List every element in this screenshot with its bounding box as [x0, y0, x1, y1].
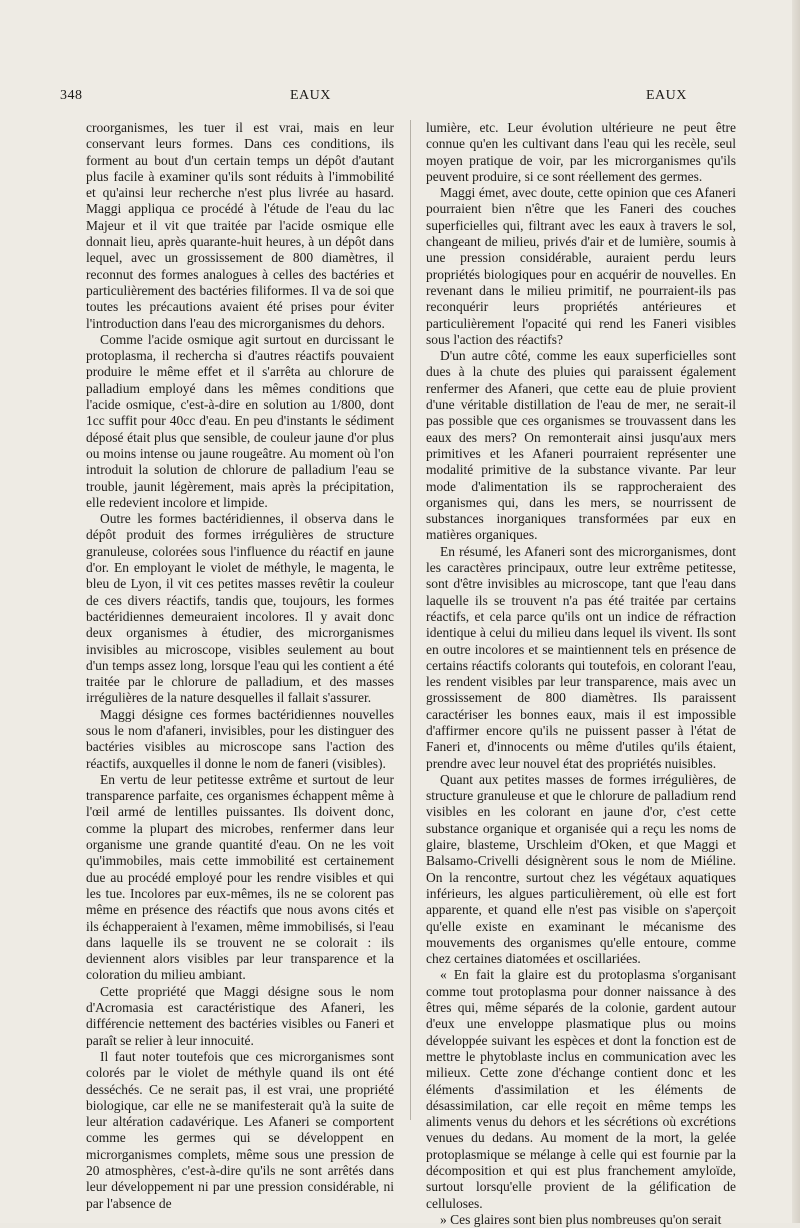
paragraph: D'un autre côté, comme les eaux superficielles sont dues à la chute des pluies qui paraissent également renfermer des Afaneri, que cette eau de pluie provient d'une véritable distillation de l'eau de mer, ne serait-il pas possible que ces organismes se trouvassent dans les eaux des mers? On remonterait ainsi jusqu'aux mers primitives et les Afaneri pourraient représenter une modalité primitive de la substance vivante. Par leur mode d'alimentation ils se rapprocheraient des organismes qui, dans les mers, se nourrissent de substances inorganiques transformées par eux en matières organiques. — [426, 348, 736, 543]
paragraph: croorganismes, les tuer il est vrai, mais en leur conservant leurs formes. Dans ces conditions, ils forment au bout d'un certain temps un dépôt d'autant plus facile à examiner qu'ils sont réduits à l'immobilité et qu'ainsi leur recherche n'est plus livrée au hasard. Maggi appliqua ce procédé à l'étude de l'eau du lac Majeur et il vit que traitée par l'acide osmique elle donnait lieu, après quarante-huit heures, à un dépôt dans lequel, avec un grossissement de 800 diamètres, il reconnut des formes analogues à celles des bactéries et particulièrement des bactéries filiformes. Il va de soi que toutes les précautions avaient été prises pour éviter l'introduction dans l'eau des microrganismes du dehors. — [86, 120, 394, 331]
left-column — [86, 120, 394, 1212]
running-head-right: EAUX — [646, 88, 687, 103]
paragraph: En vertu de leur petitesse extrême et surtout de leur transparence parfaite, ces organismes échappent même à l'œil armé de lentilles puissantes. Ils doivent donc, comme la plupart des microbes, renfermer dans leur organisme une grande quantité d'eau. On ne les voit qu'immobiles, mais cette immobilité est certainement due au procédé employé pour les rendre visibles et qui les tue. Incolores par eux-mêmes, ils ne se colorent pas même en présence des réactifs que nous avons cités et ils échapperaient à l'examen, même immobilisés, si l'eau dans laquelle ils se trouvent ne se colorait : ils deviennent alors visibles par leur transparence et la coloration du milieu ambiant. — [86, 771, 394, 983]
page-edge-shadow — [792, 0, 800, 1223]
column-divider — [410, 120, 411, 1120]
paragraph: Comme l'acide osmique agit surtout en durcissant le protoplasma, il rechercha si d'autres réactifs pouvaient produire le même effet et il s'arrêta au chlorure de palladium employé dans les mêmes conditions que l'acide osmique, c'est-à-dire en solution au 1/800, dont 1cc suffit pour 40cc d'eau. En peu d'instants le sédiment déposé était plus que sensible, de couleur jaune d'or plus ou moins intense ou jaune rougeâtre. Au moment où l'on introduit la solution de chlorure de palladium l'eau se trouble, jaunit légèrement, mais après la précipitation, elle redevient incolore et limpide. — [86, 331, 394, 510]
paragraph: » Ces glaires sont bien plus nombreuses qu'on serait — [440, 1211, 722, 1227]
paragraph: Cette propriété que Maggi désigne sous le nom d'Acromasia est caractéristique des Afaneri, les différencie nettement des bactéries visibles ou Faneri et paraît se relier à leur innocuité. — [86, 983, 394, 1048]
paragraph: Outre les formes bactéridiennes, il observa dans le dépôt produit des formes irrégulières de structure granuleuse, colorées sous l'influence du réactif en jaune d'or. En employant le violet de méthyle, le magenta, le bleu de Lyon, il vit ces petites masses revêtir la couleur de ces divers réactifs, tandis que, toujours, les formes bactéridiennes demeuraient incolores. Il y avait donc deux organismes à étudier, des microrganismes invisibles au microscope, visibles seulement au bout d'un temps assez long, lorsque l'eau qui les contient a été traitée par le chlorure de palladium, et des masses irrégulières de la nature desquelles il fallait s'assurer. — [86, 511, 394, 706]
paragraph: Maggi émet, avec doute, cette opinion que ces Afaneri pourraient bien n'être que les Faneri des couches superficielles qui, filtrant avec les eaux à travers le sol, changeant de milieu, privés d'air et de lumière, soumis à une pression considérable, auraient perdu leurs propriétés biologiques pour en acquérir de nouvelles. En revenant dans le milieu primitif, ne pourraient-ils pas reconquérir leurs propriétés antérieures et particulièrement l'opacité qui rend les Faneri visibles sous l'action des réactifs? — [426, 185, 736, 347]
paragraph: Il faut noter toutefois que ces microrganismes sont colorés par le violet de méthyle quand ils ont été desséchés. Ce ne serait pas, il est vrai, une propriété biologique, car elle ne se manifesterait qu'à la suite de leur altération cadavérique. Les Afaneri se comportent comme les germes qui se développent en microrganismes complets, même sous une pression de 20 atmosphères, c'est-à-dire qu'ils ne sont arrêtés dans leur développement ni par une pression considérable, ni par l'absence de — [86, 1048, 394, 1211]
page-header — [60, 88, 760, 112]
page-number: 348 — [60, 88, 83, 103]
right-column — [426, 120, 736, 1228]
paragraph: En résumé, les Afaneri sont des microrganismes, dont les caractères principaux, outre leur extrême petitesse, sont d'être invisibles au microscope, tant que l'eau dans laquelle ils se trouvent n'a pas été traitée par certains réactifs, et cela parce qu'ils ont un indice de réfraction identique à celui du milieu dans lequel ils vivent. Ils sont en outre incolores et se maintiennent tels en présence de certains réactifs colorants qui toutefois, en colorant l'eau, les rendent visibles par leur transparence, mais avec un grossissement de 800 diamètres. Ils paraissent caractériser les bonnes eaux, mais il est impossible d'affirmer encore qu'ils ne puissent passer à l'état de Faneri et, d'innocents ou même d'utiles qu'ils étaient, prendre avec leur nouvel état des propriétés nuisibles. — [426, 543, 736, 771]
paragraph: lumière, etc. Leur évolution ultérieure ne peut être connue qu'en les cultivant dans l'eau qui les recèle, seul moyen pratique de voir, par les microrganismes qu'ils peuvent produire, si ce sont réellement des germes. — [426, 120, 736, 184]
paragraph: Maggi désigne ces formes bactéridiennes nouvelles sous le nom d'afaneri, invisibles, pour les distinguer des bactéries visibles au microscope sans l'action des réactifs, auxquelles il donne le nom de faneri (visibles). — [86, 706, 394, 771]
paragraph: « En fait la glaire est du protoplasma s'organisant comme tout protoplasma pour donner naissance à des êtres qui, même séparés de la colonie, gardent autour d'eux une enveloppe plasmatique plus ou moins développée suivant les espèces et dont la fonction est de mettre le phytoblaste inclus en communication avec les milieux. Cette zone d'échange contient donc et les éléments d'assimilation et les éléments de désassimilation, car elle reçoit en même temps les aliments venus du dehors et les sécrétions où excrétions venues du dedans. Au moment de la mort, la gelée protoplasmique se mélange à celle qui est fournie par la décomposition et qui est plus franchement amyloïde, surtout lorsqu'elle provient de la gélification de celluloses. — [426, 967, 736, 1211]
running-head-left: EAUX — [290, 88, 331, 103]
paragraph: Quant aux petites masses de formes irrégulières, de structure granuleuse et que le chlorure de palladium rend visibles en les colorant en jaune d'or, c'est cette substance organique et organisée qui a reçu les noms de glaire, blasteme, Urschleim d'Oken, et que Maggi et Balsamo-Crivelli désignèrent sous le nom de Miéline. On la rencontre, surtout chez les végétaux aquatiques inférieurs, les algues particulièrement, où elle est fort apparente, et quand elle n'est pas visible on s'aperçoit qu'elle existe en examinant le mécanisme des mouvements des organismes qu'elle entoure, comme chez certaines diatomées et oscillariées. — [426, 771, 736, 967]
